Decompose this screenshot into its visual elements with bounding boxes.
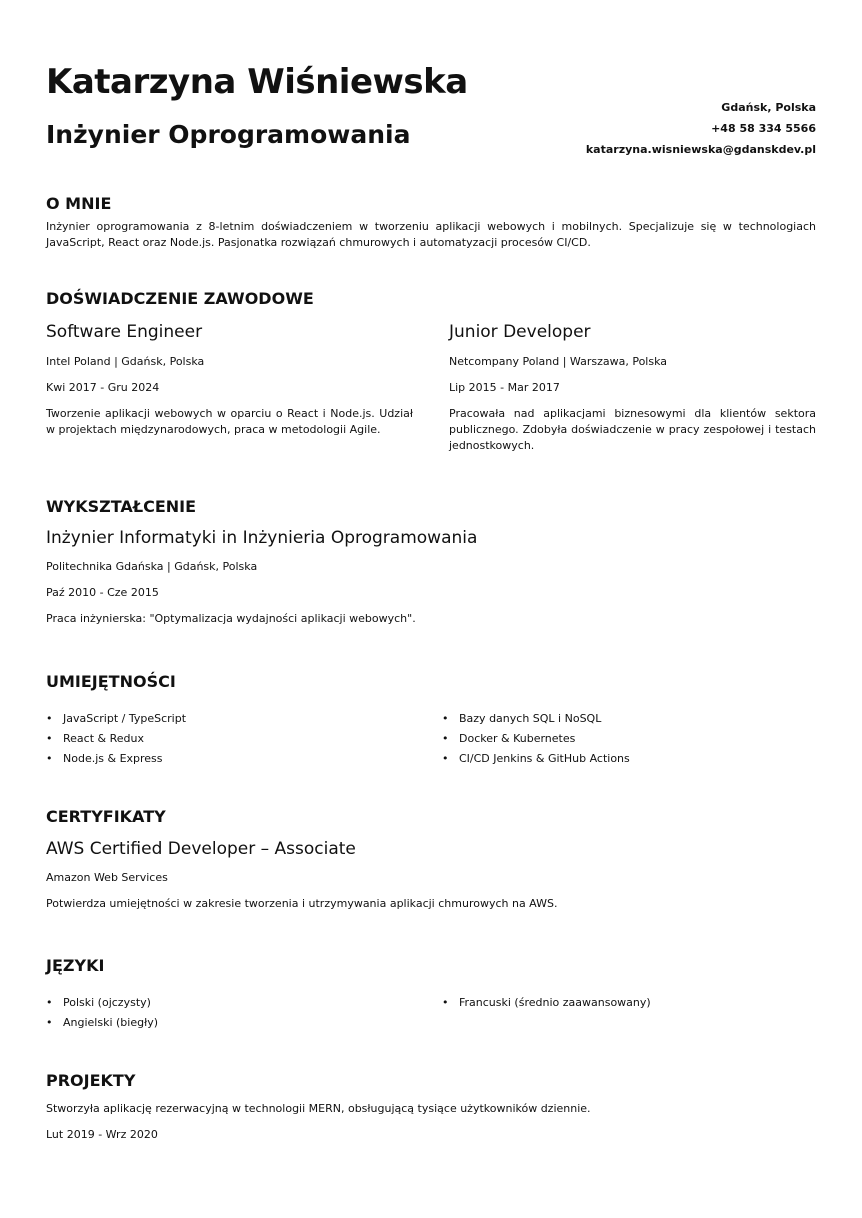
certificate-description: Potwierdza umiejętności w zakresie tworzenia i utrzymywania aplikacji chmurowych na AWS. [46, 897, 558, 910]
skills-list-right [442, 709, 809, 769]
list-item: • JavaScript / TypeScript [46, 709, 413, 729]
experience-heading: DOŚWIADCZENIE ZAWODOWE [46, 289, 314, 308]
skills-heading: UMIEJĘTNOŚCI [46, 672, 176, 691]
candidate-name: Katarzyna Wiśniewska [46, 62, 468, 102]
languages-list-left [46, 993, 413, 1033]
job-company: Intel Poland | Gdańsk, Polska [46, 355, 205, 368]
education-degree: Inżynier Informatyki in Inżynieria Oprogramowania [46, 528, 478, 548]
certificates-section [46, 807, 816, 910]
languages-heading: JĘZYKI [46, 956, 105, 975]
contact-location: Gdańsk, Polska [721, 101, 816, 114]
job-description: Pracowała nad aplikacjami biznesowymi dla klientów sektora publicznego. Zdobyła doświadczenie w pracy zespołowej i testach jednostkowych. [449, 407, 816, 452]
projects-heading: PROJEKTY [46, 1071, 136, 1090]
education-heading: WYKSZTAŁCENIE [46, 497, 197, 516]
list-item: • Francuski (średnio zaawansowany) [442, 993, 809, 1013]
about-text: Inżynier oprogramowania z 8-letnim doświadczeniem w tworzeniu aplikacji webowych i mobilnych. Specjalizuje się w technologiach JavaScript, React oraz Node.js. Pasjonatka rozwiązań chmurowych i automatyzacji procesów CI/CD. [46, 220, 816, 249]
job-title: Software Engineer [46, 322, 203, 342]
list-item: • Node.js & Express [46, 749, 413, 769]
list-item: • Bazy danych SQL i NoSQL [442, 709, 809, 729]
contact-block [586, 97, 816, 160]
contact-email: katarzyna.wisniewska@gdanskdev.pl [585, 143, 816, 156]
projects-section [46, 1071, 816, 1141]
job-description: Tworzenie aplikacji webowych w oparciu o React i Node.js. Udział w projektach międzynarodowych, praca w metodologii Agile. [46, 407, 413, 436]
certificate-issuer: Amazon Web Services [46, 871, 168, 884]
job-dates: Lip 2015 - Mar 2017 [449, 381, 560, 394]
list-item: • React & Redux [46, 729, 413, 749]
job-company: Netcompany Poland | Warszawa, Polska [449, 355, 668, 368]
list-item: • CI/CD Jenkins & GitHub Actions [442, 749, 809, 769]
languages-section [46, 956, 816, 1033]
languages-list-right [442, 993, 809, 1033]
education-school: Politechnika Gdańska | Gdańsk, Polska [46, 560, 258, 573]
contact-phone: +48 58 334 5566 [711, 122, 816, 135]
job-title: Junior Developer [449, 322, 591, 342]
candidate-title: Inżynier Oprogramowania [46, 120, 411, 149]
about-section [46, 194, 816, 251]
education-dates: Paź 2010 - Cze 2015 [46, 586, 159, 599]
list-item: • Docker & Kubernetes [442, 729, 809, 749]
education-thesis: Praca inżynierska: "Optymalizacja wydajności aplikacji webowych". [46, 612, 416, 625]
skills-list-left [46, 709, 413, 769]
certificate-name: AWS Certified Developer – Associate [46, 839, 356, 859]
experience-section [46, 289, 816, 454]
job-dates: Kwi 2017 - Gru 2024 [46, 381, 160, 394]
skills-section [46, 672, 816, 769]
job-entry [449, 322, 816, 454]
list-item: • Angielski (biegły) [46, 1013, 413, 1033]
about-heading: O MNIE [46, 194, 112, 213]
project-dates: Lut 2019 - Wrz 2020 [46, 1128, 158, 1141]
list-item: • Polski (ojczysty) [46, 993, 413, 1013]
project-description: Stworzyła aplikację rezerwacyjną w technologii MERN, obsługującą tysiące użytkowników dziennie. [46, 1102, 591, 1115]
certificates-heading: CERTYFIKATY [46, 807, 166, 826]
education-section [46, 497, 816, 625]
job-entry [46, 322, 413, 454]
